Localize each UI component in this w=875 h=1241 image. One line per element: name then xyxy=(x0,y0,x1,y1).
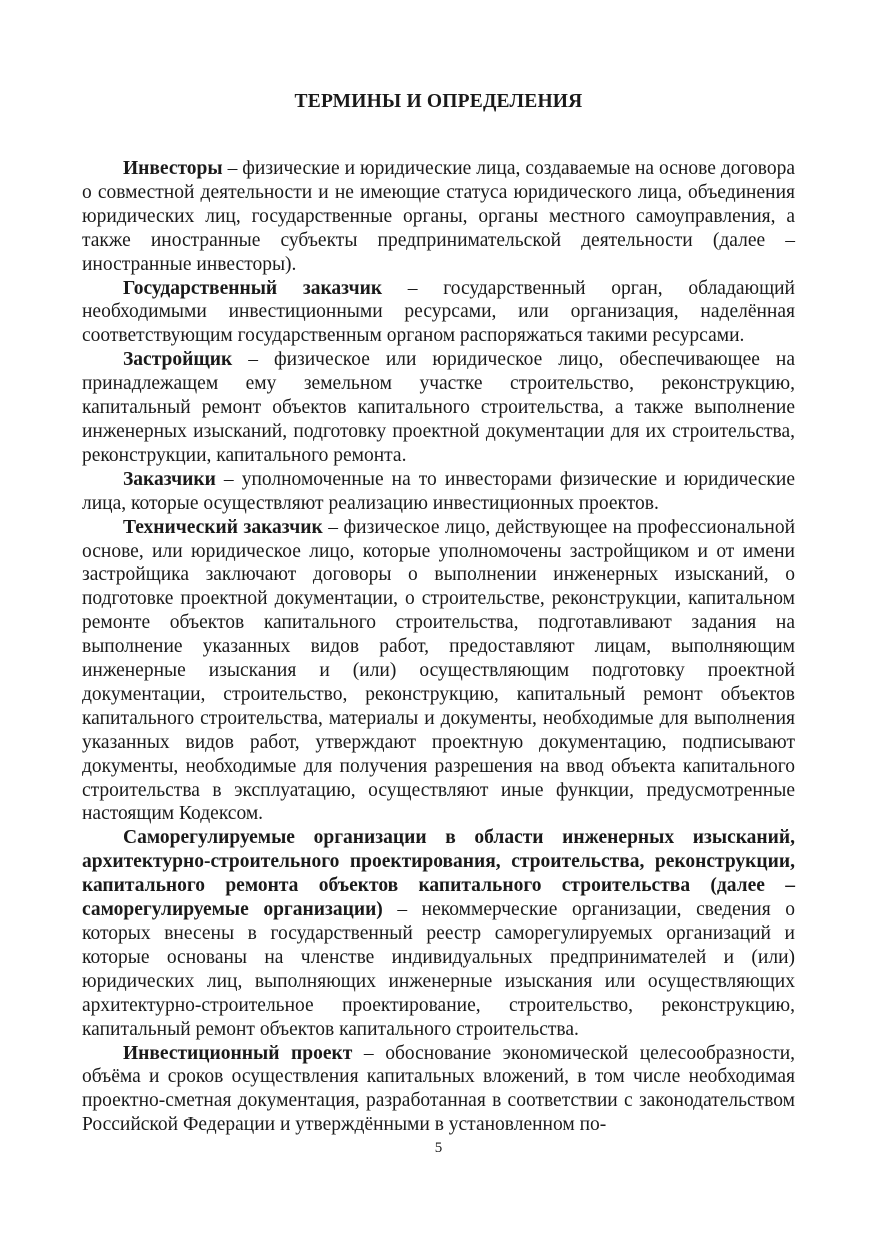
term: Инвесторы xyxy=(123,158,223,179)
definition-entry-investors xyxy=(82,157,795,277)
definition-entry-technical-customer xyxy=(82,516,795,827)
definition-entry-developer xyxy=(82,348,795,468)
definition-text: – уполномоченные на то инвесторами физические и юридические лица, которые осуществляют реализацию инвестиционных проектов. xyxy=(82,468,795,514)
definition-text: – некоммерческие организации, сведения о которых внесены в государственный реестр саморегулируемых организаций и которые основаны на членстве индивидуальных предпринимателей и (или) юридических лиц, выполняющих инженерные изыскания или осуществляющих архитектурно-строительное проектирование, строительство, реконструкцию, капитальный ремонт объектов капитального строительства. xyxy=(82,899,795,1040)
definition-text: – физическое лицо, действующее на профессиональной основе, или юридическое лицо, которые уполномочены застройщиком и от имени застройщика заключают договоры о выполнении инженерных изысканий, о подготовке проектной документации, о строительстве, реконструкции, капитальном ремонте объектов капитального строительства, подготавливают задания на выполнение указанных видов работ, предоставляют лицам, выполняющим инженерные изыскания и (или) осуществляющим подготовку проектной документации, строительство, реконструкцию, капитальный ремонт объектов капитального строительства, материалы и документы, необходимые для выполнения указанных видов работ, утверждают проектную документацию, подписывают документы, необходимые для получения разрешения на ввод объекта капитального строительства в эксплуатацию, осуществляют иные функции, предусмотренные настоящим Кодексом. xyxy=(82,516,796,825)
term: Инвестиционный проект xyxy=(123,1042,353,1064)
term: Застройщик xyxy=(123,349,233,371)
term: Государственный заказчик xyxy=(123,277,383,299)
definition-text: – физическое или юридическое лицо, обеспечивающее на принадлежащем ему земельном участке строительство, реконструкцию, капитальный ремонт объектов капитального строительства, а также выполнение инженерных изысканий, подготовку проектной документации для их строительства, реконструкции, капитального ремонта. xyxy=(82,349,795,466)
definition-text: – физические и юридические лица, создаваемые на основе договора о совместной деятельности и не имеющие статуса юридического лица, объединения юридических лиц, государственные органы, органы местного самоуправления, а также иностранные субъекты предпринимательской деятельности (далее – иностранные инвесторы). xyxy=(82,158,795,275)
definition-entry-self-regulating-organizations xyxy=(82,826,795,1041)
term: Заказчики xyxy=(123,468,216,490)
term: Технический заказчик xyxy=(123,516,323,538)
page-number: 5 xyxy=(434,1140,443,1156)
definitions-list xyxy=(82,157,795,1137)
definition-text: – государственный орган, обладающий необходимыми инвестиционными ресурсами, или организация, наделённая соответствующим государственным органом распоряжаться такими ресурсами. xyxy=(82,277,795,347)
definition-entry-investment-project xyxy=(82,1042,795,1138)
definition-text: – обоснование экономической целесообразности, объёма и сроков осуществления капитальных вложений, в том числе необходимая проектно-сметная документация, разработанная в соответствии с законодательством Российской Федерации и утверждёнными в установленном по- xyxy=(82,1042,796,1136)
page-title: ТЕРМИНЫ И ОПРЕДЕЛЕНИЯ xyxy=(294,91,583,112)
term: Саморегулируемые организации в области инженерных изысканий, архитектурно-строительного проектирования, строительства, реконструкции, капитального ремонта объектов капитального строительства (далее – саморегулируемые организации) xyxy=(82,827,795,921)
definition-entry-customers xyxy=(82,468,795,516)
definition-entry-state-customer xyxy=(82,277,795,349)
